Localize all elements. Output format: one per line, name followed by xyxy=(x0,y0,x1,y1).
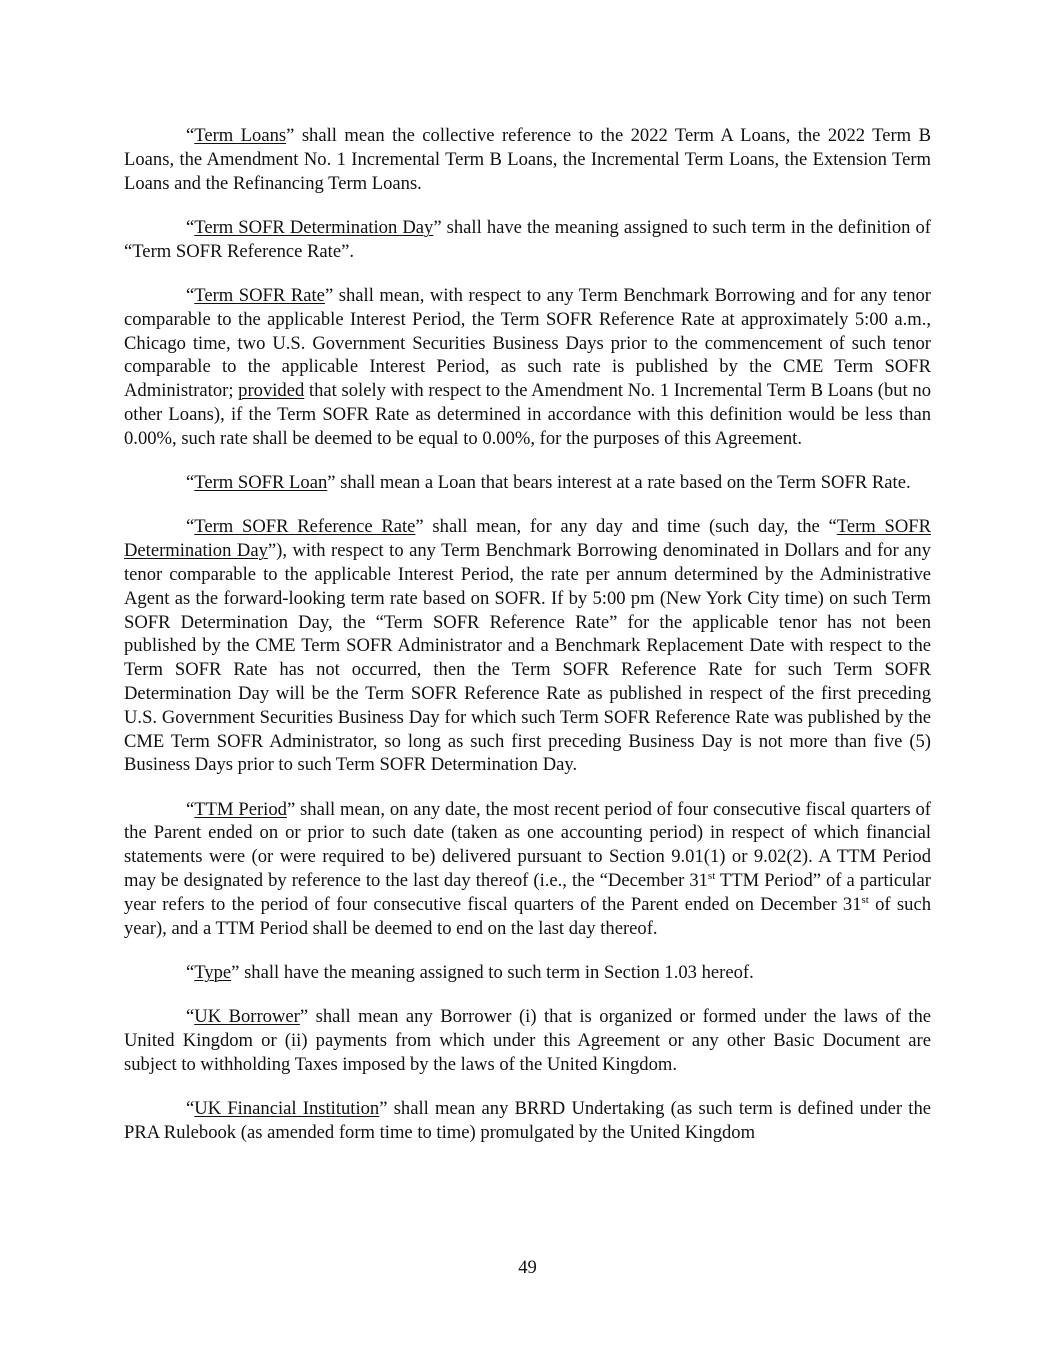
defined-term: Term SOFR Loan xyxy=(194,472,328,494)
definition-term-sofr-reference-rate: “Term SOFR Reference Rate” shall mean, for any day and time (such day, the “Term SOFR Determination Day”), with respect to any Term Benchmark Borrowing denominated in Dollars and for any tenor comparable to the applicable Interest Period, the rate per annum determined by the Administrative Agent as the forward-looking term rate based on SOFR. If by 5:00 pm (New York City time) on such Term SOFR Determination Day, the “Term SOFR Reference Rate” for the applicable tenor has not been published by the CME Term SOFR Administrator and a Benchmark Replacement Date with respect to the Term SOFR Rate has not occurred, then the Term SOFR Reference Rate for such Term SOFR Determination Day will be the Term SOFR Reference Rate as published in respect of the first preceding U.S. Government Securities Business Day for which such Term SOFR Reference Rate was published by the CME Term SOFR Administrator, so long as such first preceding Business Day is not more than five (5) Business Days prior to such Term SOFR Determination Day. xyxy=(124,516,931,776)
definition-text: ” shall have the meaning assigned to such term in the definition of “Term SOFR Reference Rate”. xyxy=(124,216,931,262)
defined-term: Term SOFR Determination Day xyxy=(194,216,434,238)
definition-text: ” shall mean, for any day and time (such day, the “ xyxy=(415,516,837,538)
definition-term-sofr-determination-day: “Term SOFR Determination Day” shall have the meaning assigned to such term in the definition of “Term SOFR Reference Rate”. xyxy=(124,216,931,262)
provided-emphasis: provided xyxy=(238,380,305,402)
ordinal-suffix: st xyxy=(707,869,716,882)
definition-text: ” shall mean a Loan that bears interest at a rate based on the Term SOFR Rate. xyxy=(327,472,911,494)
page-number: 49 xyxy=(518,1257,537,1278)
definition-text: ” shall have the meaning assigned to such term in Section 1.03 hereof. xyxy=(231,961,754,983)
definition-text: ” shall mean, on any date, the most recent period of four consecutive fiscal quarters of the Parent ended on or prior to such date (taken as one accounting period) in respect of which financial statements were (or were required to be) delivered pursuant to Section 9.01(1) or 9.02(2). A TTM Period may be designated by reference to the last day thereof (i.e., the “December 31 xyxy=(124,798,931,892)
definition-ttm-period: “TTM Period” shall mean, on any date, the most recent period of four consecutive fiscal quarters of the Parent ended on or prior to such date (taken as one accounting period) in respect of which financial statements were (or were required to be) delivered pursuant to Section 9.01(1) or 9.02(2). A TTM Period may be designated by reference to the last day thereof (i.e., the “December 31st TTM Period” of a particular year refers to the period of four consecutive fiscal quarters of the Parent ended on December 31st of such year), and a TTM Period shall be deemed to end on the last day thereof. xyxy=(124,798,931,939)
definition-term-loans: “Term Loans” shall mean the collective reference to the 2022 Term A Loans, the 2022 Term B Loans, the Amendment No. 1 Incremental Term B Loans, the Incremental Term Loans, the Extension Term Loans and the Refinancing Term Loans. xyxy=(124,125,931,194)
definition-text-continued: ”), with respect to any Term Benchmark Borrowing denominated in Dollars and for any tenor comparable to the applicable Interest Period, the rate per annum determined by the Administrative Agent as the forward-looking term rate based on SOFR. If by 5:00 pm (New York City time) on such Term SOFR Determination Day, the “Term SOFR Reference Rate” for the applicable tenor has not been published by the CME Term SOFR Administrator and a Benchmark Replacement Date with respect to the Term SOFR Rate has not occurred, then the Term SOFR Reference Rate for such Term SOFR Determination Day will be the Term SOFR Reference Rate as published in respect of the first preceding U.S. Government Securities Business Day for which such Term SOFR Reference Rate was published by the CME Term SOFR Administrator, so long as such first preceding Business Day is not more than five (5) Business Days prior to such Term SOFR Determination Day. xyxy=(124,540,931,776)
definition-text-continued: TTM Period” of a particular year refers to the period of four consecutive fiscal quarters of the Parent ended on December 31 xyxy=(124,870,931,915)
defined-term: UK Borrower xyxy=(194,1006,300,1028)
definition-text: ” shall mean the collective reference to the 2022 Term A Loans, the 2022 Term B Loans, the Amendment No. 1 Incremental Term B Loans, the Incremental Term Loans, the Extension Term Loans and the Refinancing Term Loans. xyxy=(124,125,931,194)
definition-text: ” shall mean any Borrower (i) that is organized or formed under the laws of the United Kingdom or (ii) payments from which under this Agreement or any other Basic Document are subject to withholding Taxes imposed by the laws of the United Kingdom. xyxy=(124,1006,932,1075)
definition-type: “Type” shall have the meaning assigned to such term in Section 1.03 hereof. xyxy=(186,961,754,983)
definition-text-end: of such year), and a TTM Period shall be deemed to end on the last day thereof. xyxy=(124,893,931,939)
definition-text: ” shall mean any BRRD Undertaking (as such term is defined under the PRA Rulebook (as amended form time to time) promulgated by the United Kingdom xyxy=(124,1098,931,1143)
definition-term-sofr-rate: “Term SOFR Rate” shall mean, with respect to any Term Benchmark Borrowing and for any tenor comparable to the applicable Interest Period, the Term SOFR Reference Rate at approximately 5:00 a.m., Chicago time, two U.S. Government Securities Business Days prior to the commencement of such tenor comparable to the applicable Interest Period, as such rate is published by the CME Term SOFR Administrator; provided that solely with respect to the Amendment No. 1 Incremental Term B Loans (but no other Loans), if the Term SOFR Rate as determined in accordance with this definition would be less than 0.00%, such rate shall be deemed to be equal to 0.00%, for the purposes of this Agreement. xyxy=(124,284,931,449)
defined-term: Term SOFR Rate xyxy=(194,284,325,306)
definition-text-continued: that solely with respect to the Amendment No. 1 Incremental Term B Loans (but no other Loans), if the Term SOFR Rate as determined in accordance with this definition would be less than 0.00%, such rate shall be deemed to be equal to 0.00%, for the purposes of this Agreement. xyxy=(124,380,931,449)
defined-term: Term SOFR Reference Rate xyxy=(194,516,416,538)
defined-term: UK Financial Institution xyxy=(194,1098,380,1120)
definition-uk-financial-institution: “UK Financial Institution” shall mean any BRRD Undertaking (as such term is defined under the PRA Rulebook (as amended form time to time) promulgated by the United Kingdom xyxy=(124,1098,931,1143)
definition-term-sofr-loan: “Term SOFR Loan” shall mean a Loan that bears interest at a rate based on the Term SOFR Rate. xyxy=(186,472,911,494)
defined-term: Type xyxy=(194,961,232,983)
inner-defined-term: Term SOFR Determination Day xyxy=(124,516,931,562)
definition-uk-borrower: “UK Borrower” shall mean any Borrower (i) that is organized or formed under the laws of the United Kingdom or (ii) payments from which under this Agreement or any other Basic Document are subject to withholding Taxes imposed by the laws of the United Kingdom. xyxy=(124,1006,932,1075)
definition-text: ” shall mean, with respect to any Term Benchmark Borrowing and for any tenor comparable to the applicable Interest Period, the Term SOFR Reference Rate at approximately 5:00 a.m., Chicago time, two U.S. Government Securities Business Days prior to the commencement of such tenor comparable to the applicable Interest Period, as such rate is published by the CME Term SOFR Administrator; xyxy=(124,284,931,402)
defined-term: TTM Period xyxy=(194,798,287,820)
document-page xyxy=(124,124,931,1165)
ordinal-suffix: st xyxy=(861,893,869,906)
defined-term: Term Loans xyxy=(194,125,287,146)
